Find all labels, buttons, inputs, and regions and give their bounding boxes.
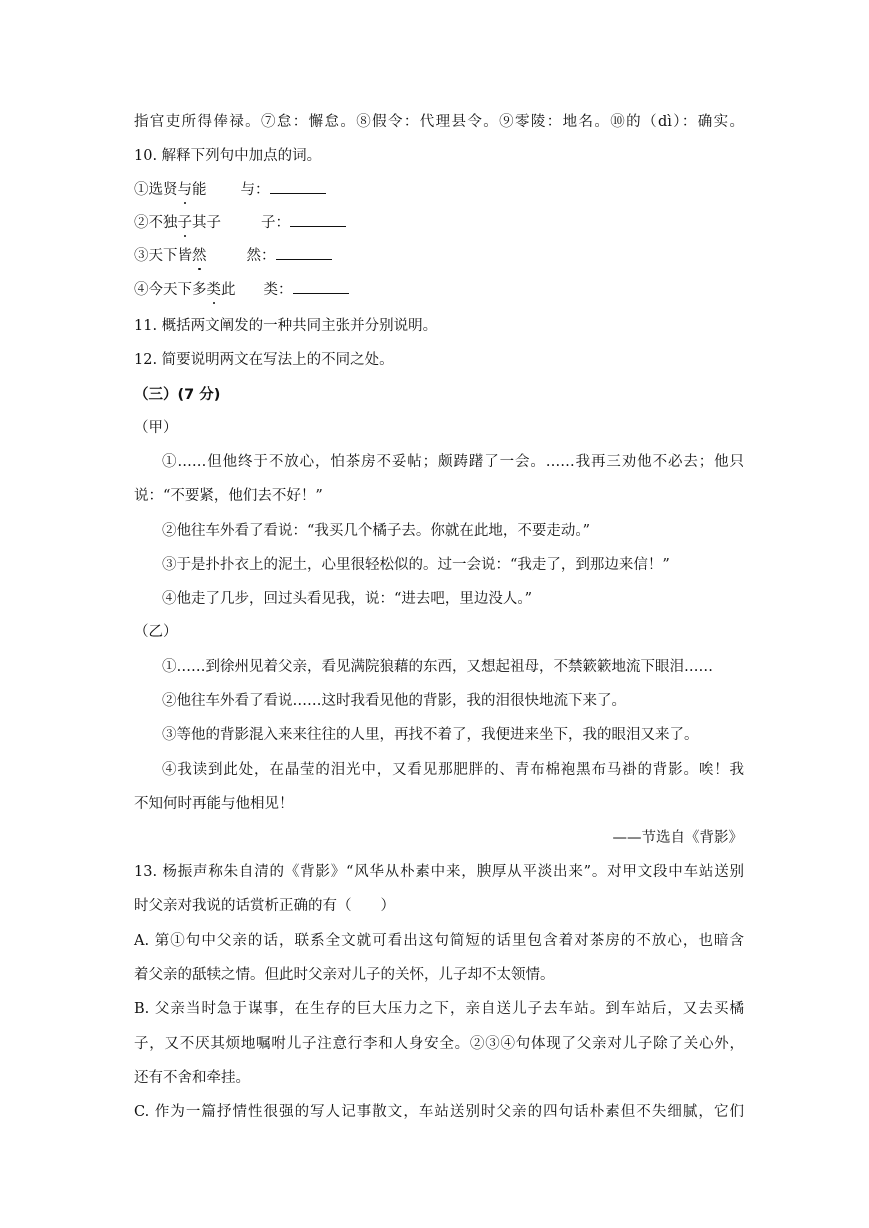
jia-paragraph-2: ②他往车外看了看说：“我买几个橘子去。你就在此地，不要走动。” — [162, 523, 591, 539]
jia-paragraph-3: ③于是扑扑衣上的泥土，心里很轻松似的。过一会说：“我走了，到那边来信！” — [162, 557, 670, 573]
answer-blank[interactable] — [270, 180, 326, 194]
jia-paragraph-1b: 说：“不要紧，他们去不好！” — [134, 488, 323, 504]
q10-item-3 — [134, 246, 744, 266]
option-a-line-1: A. 第①句中父亲的话，联系全文就可看出这句简短的话里包含着对茶房的不放心，也暗含 — [134, 933, 744, 949]
q10-item-4-post: 此 — [221, 282, 236, 298]
question-10: 10. 解释下列句中加点的词。 — [134, 148, 322, 164]
yi-paragraph-3: ③等他的背影混入来来往往的人里，再找不着了，我便进来坐下，我的眼泪又来了。 — [162, 727, 699, 743]
q10-item-2-dotted: 子 — [177, 215, 192, 231]
q10-item-1 — [134, 180, 744, 200]
question-12: 12. 简要说明两文在写法上的不同之处。 — [134, 352, 394, 368]
passage-yi-label: （乙） — [134, 624, 178, 640]
annotation-line: 指官吏所得俸禄。⑦怠：懈怠。⑧假令：代理县令。⑨零陵：地名。⑩的（dì）：确实。 — [134, 114, 744, 130]
q10-item-2-pre: ②不独 — [134, 215, 178, 231]
q10-item-3-label: 然： — [246, 248, 276, 264]
section-heading: （三）(7 分) — [134, 387, 221, 403]
q10-item-4-label: 类： — [263, 282, 293, 298]
option-b-line-1: B. 父亲当时急于谋事，在生存的巨大压力之下，亲自送儿子去车站。到车站后，又去买橘 — [134, 1001, 744, 1017]
question-11: 11. 概括两文阐发的一种共同主张并分别说明。 — [134, 318, 438, 334]
option-b-line-3: 还有不舍和牵挂。 — [134, 1070, 250, 1086]
option-a-line-2: 着父亲的舐犊之情。但此时父亲对儿子的关怀，儿子却不太领情。 — [134, 967, 555, 983]
option-c-line-1: C. 作为一篇抒情性很强的写人记事散文，车站送别时父亲的四句话朴素但不失细腻，它们 — [134, 1104, 744, 1120]
q10-item-4-dotted: 类 — [206, 282, 221, 298]
answer-blank[interactable] — [290, 213, 346, 227]
question-13-line-2: 时父亲对我说的话赏析正确的有（ ） — [134, 898, 395, 914]
q10-item-1-post: 能 — [192, 182, 207, 198]
q10-item-4-pre: ④今天下多 — [134, 282, 207, 298]
q10-item-1-label: 与： — [240, 182, 270, 198]
q10-item-3-dotted: 然 — [192, 248, 207, 264]
q10-item-2-label: 子： — [261, 215, 290, 231]
q10-item-1-pre: ①选贤 — [134, 182, 178, 198]
source-citation: ——节选自《背影》 — [612, 830, 743, 846]
jia-paragraph-1a: ①……但他终于不放心，怕茶房不妥帖；颇踌躇了一会。……我再三劝他不必去；他只 — [162, 454, 744, 470]
jia-paragraph-4: ④他走了几步，回过头看见我，说：“进去吧，里边没人。” — [162, 591, 533, 607]
q10-item-1-dotted: 与 — [177, 182, 192, 198]
passage-jia-label: （甲） — [134, 420, 178, 436]
option-b-line-2: 子，又不厌其烦地嘱咐儿子注意行李和人身安全。②③④句体现了父亲对儿子除了关心外， — [134, 1036, 744, 1052]
answer-blank[interactable] — [293, 280, 349, 294]
q10-item-2 — [134, 213, 744, 233]
answer-blank[interactable] — [276, 246, 332, 260]
yi-paragraph-4a: ④我读到此处，在晶莹的泪光中，又看见那肥胖的、青布棉袍黑布马褂的背影。唉！我 — [162, 762, 744, 778]
yi-paragraph-1: ①……到徐州见着父亲，看见满院狼藉的东西，又想起祖母，不禁簌簌地流下眼泪…… — [162, 659, 713, 675]
yi-paragraph-2: ②他往车外看了看说……这时我看见他的背影，我的泪很快地流下来了。 — [162, 693, 626, 709]
q10-item-2-post: 其子 — [192, 215, 221, 231]
q10-item-3-pre: ③天下皆 — [134, 248, 192, 264]
question-13-line-1: 13. 杨振声称朱自清的《背影》“风华从朴素中来，腴厚从平淡出来”。对甲文段中车站送别 — [134, 864, 744, 880]
q10-item-4 — [134, 280, 744, 300]
yi-paragraph-4b: 不知何时再能与他相见！ — [134, 796, 294, 812]
